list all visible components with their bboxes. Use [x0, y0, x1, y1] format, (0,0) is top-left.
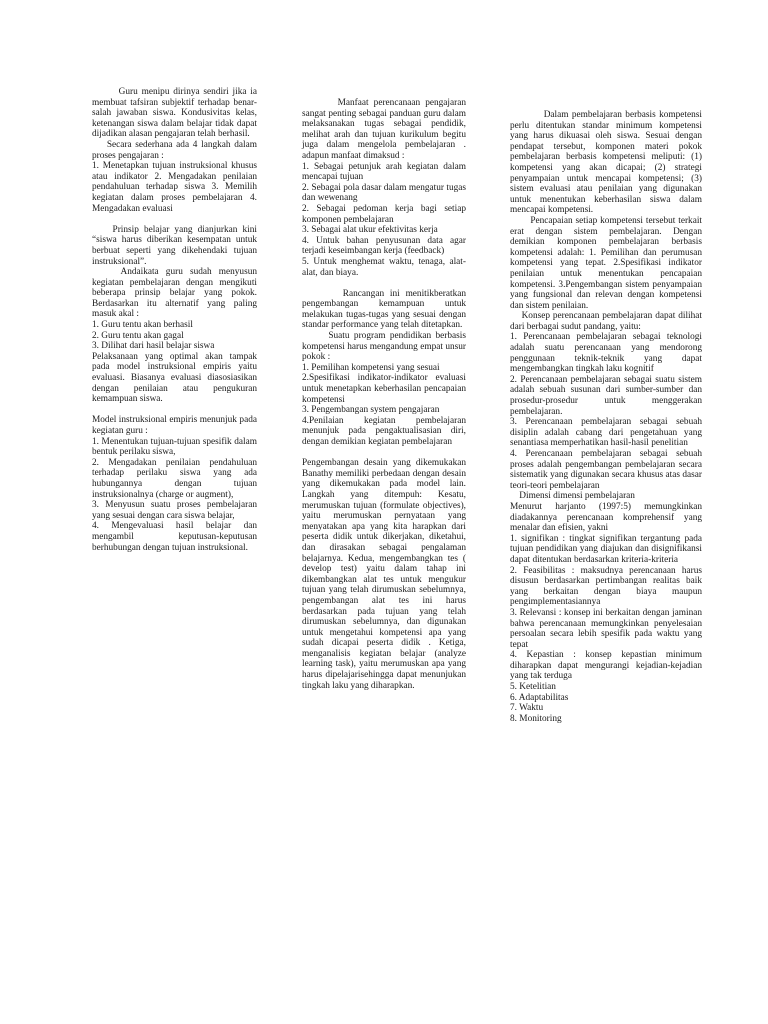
paragraph: Andaikata guru sudah menyusun kegiatan pembelajaran dengan mengikuti beberapa prinsip belajar yang pokok. Berdasarkan itu alternatif yang paling masuk akal : [92, 267, 257, 320]
list-item: 1. signifikan : tingkat signifikan tergantung pada tujuan pendidikan yang diajukan dan disignifikansi dapat ditentukan berdasarkan kriteria-kriteria [510, 533, 702, 565]
paragraph: Suatu program pendidikan berbasis kompetensi harus mengandung empat unsur pokok : [302, 331, 466, 363]
list-item: 5. Ketelitian [510, 682, 556, 693]
list-item: 3. Menyusun suatu proses pembelajaran yang sesuai dengan cara siswa belajar, [92, 500, 257, 521]
list-item: 1. Menentukan tujuan-tujuan spesifik dalam bentuk perilaku siswa, [92, 436, 257, 458]
list-item: 2. Perencanaan pembelajaran sebagai suatu sistem adalah sebuah susunan dari sumber-sumber dan prosedur-prosedur untuk menggerakan pembelajaran. [510, 374, 702, 417]
paragraph: Secara sederhana ada 4 langkah dalam proses pengajaran : [92, 139, 257, 161]
paragraph: 1. Menetapkan tujuan instruksional khusus atau indikator 2. Mengadakan penilaian pendahuluan terhadap siswa 3. Memilih kegiatan dalam proses pembelajaran 4. Mengadakan evaluasi [92, 161, 257, 214]
list-item: 1. Sebagai petunjuk arah kegiatan dalam mencapai tujuan [302, 161, 466, 183]
paragraph-gap [302, 448, 466, 459]
paragraph: Manfaat perencanaan pengajaran sangat penting sebagai panduan guru dalam melaksanakan tugas sebagai pendidik, melihat arah dan tujuan kurikulum begitu juga dalam mengelola pembelajaran . adapun manfaat dimaksud : [302, 98, 466, 161]
list-item: 1. Perencanaan pembelajaran sebagai teknologi adalah suatu perencanaan yang mendorong penggunaan teknik-teknik yang dapat mengembangkan tingkah laku kognitif [510, 332, 702, 375]
column-2 [302, 98, 466, 691]
paragraph: Konsep perencanaan pembelajaran dapat dilihat dari berbagai sudut pandang, yaitu: [510, 311, 702, 332]
paragraph: Pelaksanaan yang optimal akan tampak pada model instruksional empiris yaitu evaluasi. Biasanya evaluasi diasosiasikan dengan penilaian atau pengukuran kemampuan siswa. [92, 351, 257, 405]
paragraph: Guru menipu dirinya sendiri jika ia membuat tafsiran subjektif terhadap benar-salah jawaban siswa. Kondusivitas kelas, ketenangan siswa dalam belajar tidak dapat dijadikan alasan pengajaran telah berhasil. [92, 87, 257, 140]
list-item: 7. Waktu [510, 703, 544, 714]
paragraph-gap [92, 405, 257, 416]
list-item: 8. Monitoring [510, 713, 562, 724]
column-1 [92, 87, 257, 553]
list-item: 4. Perencanaan pembelajaran sebagai sebuah proses adalah pengembangan pembelajaran secara sistematik yang digunakan secara khusus atas dasar teori-teori pembelajaran [510, 449, 702, 491]
paragraph: Rancangan ini menitikberatkan pengembangan kemampuan untuk melakukan tugas-tugas yang sesuai dengan standar performance yang telah ditetapkan. [302, 288, 466, 331]
paragraph-gap [302, 278, 466, 289]
list-item: 4. Kepastian : konsep kepastian minimum diharapkan dapat mengurangi kejadian-kejadian yang tak terduga [510, 650, 702, 682]
list-item: 6. Adaptabilitas [510, 692, 569, 703]
list-item: 3. Sebagai alat ukur efektivitas kerja [302, 225, 438, 236]
paragraph: Pengembangan desain yang dikemukakan Banathy memiliki perbedaan dengan desain yang dikemukakan pada model lain. Langkah yang ditempuh: Kesatu, merumuskan tujuan (formulate objectives), yaitu merumuskan pernyataan yang menyatakan apa yang kita harapkan dari peserta didik untuk dikerjakan, diketahui, dan dirasakan sebagai pengalaman belajarnya. Kedua, mengembangkan tes ( develop test) yaitu dalam tahap ini dikembangkan alat tes untuk mengukur tujuan yang telah dirumuskan sebelumnya, pengembangan alat tes ini harus berdasarkan pada tujuan yang telah dirumuskan sebelumnya, dan digunakan untuk mengetahui kompetensi apa yang sudah dicapai peserta didik . Ketiga, menganalisis kegiatan belajar (analyze learning task), yaitu merumuskan apa yang harus dipelajarisehingga dapat menunjukan tingkah laku yang diharapkan. [302, 458, 466, 691]
list-item: 2. Feasibilitas : maksudnya perencanaan harus disusun berdasarkan pertimbangan realitas baik yang berkaitan dengan biaya maupun pengimplementasiannya [510, 565, 702, 608]
paragraph: Pencapaian setiap kompetensi tersebut terkait erat dengan sistem pembelajaran. Dengan demikian komponen pembelajaran berbasis kompetensi adalah: 1. Pemilihan dan perumusan kompetensi yang tepat. 2.Spesifikasi indikator penilaian untuk menentukan pencapaian kompetensi. 3.Pengembangan sistem penyampaian yang fungsional dan relevan dengan kompetensi dan sistem penilaian. [510, 215, 702, 311]
list-item: 2. Mengadakan penilaian pendahuluan terhadap perilaku siswa yang ada hubungannya dengan tujuan instruksionalnya (charge or augment), [92, 457, 257, 500]
paragraph: Menurut harjanto (1997:5) memungkinkan diadakannya perencanaan komprehensif yang menalar dan efisien, yakni [510, 501, 702, 534]
paragraph: Dalam pembelajaran berbasis kompetensi perlu ditentukan standar minimum kompetensi yang harus dikuasai oleh siswa. Sesuai dengan pendapat tersebut, komponen materi pokok pembelajaran berbasis kompetensi meliputi: (1) kompetensi yang akan dicapai; (2) strategi penyampaian untuk mencapai kompetensi; (3) sistem evaluasi atau penilaian yang digunakan untuk menentukan keberhasilan siswa dalam mencapai kompetensi. [510, 110, 702, 216]
subheading: Dimensi dimensi pembelajaran [510, 491, 635, 502]
list-item: 5. Untuk menghemat waktu, tenaga, alat-alat, dan biaya. [302, 256, 466, 278]
list-item: 3. Pengembangan system pengajaran [302, 405, 440, 416]
list-item: 2. Sebagai pedoman kerja bagi setiap komponen pembelajaran [302, 203, 466, 225]
list-item: 3. Perencanaan pembelajaran sebagai sebuah disiplin adalah cabang dari pengetahuan yang senantiasa memperhatikan hasil-hasil penelitian [510, 417, 702, 449]
list-item: 3. Dilihat dari hasil belajar siswa [92, 341, 215, 352]
list-item: 1. Pemilihan kompetensi yang sesuai [302, 362, 440, 373]
paragraph-gap [92, 214, 257, 225]
column-3 [510, 110, 702, 724]
paragraph: Model instruksional empiris menunjuk pada kegiatan guru : [92, 415, 257, 436]
list-item: 3. Relevansi : konsep ini berkaitan dengan jaminan bahwa perencanaan memungkinkan penyelesaian persoalan secara lebih spesifik pada waktu yang tepat [510, 607, 702, 650]
paragraph: Prinsip belajar yang dianjurkan kini “siswa harus diberikan kesempatan untuk berbuat seperti yang dikehendaki tujuan instruksional”. [92, 224, 257, 267]
list-item: 2. Guru tentu akan gagal [92, 330, 184, 341]
list-item: 4.Penilaian kegiatan pembelajaran menunjuk pada pengaktualisasian diri, dengan demikian kegiatan pembelajaran [302, 415, 466, 447]
list-item: 2.Spesifikasi indikator-indikator evaluasi untuk menetapkan keberhasilan pencapaian kompetensi [302, 373, 466, 405]
list-item: 4. Untuk bahan penyusunan data agar terjadi keseimbangan kerja (feedback) [302, 235, 466, 257]
list-item: 1. Guru tentu akan berhasil [92, 320, 193, 331]
list-item: 2. Sebagai pola dasar dalam mengatur tugas dan wewenang [302, 182, 466, 204]
list-item: 4. Mengevaluasi hasil belajar dan mengambil keputusan-keputusan berhubungan dengan tujuan instruksional. [92, 521, 257, 553]
